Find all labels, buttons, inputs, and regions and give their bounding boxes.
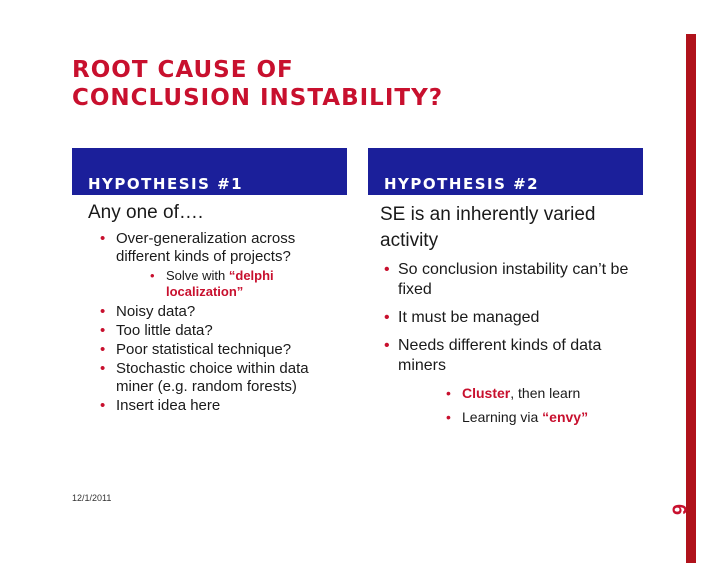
bullet-poor-technique: • Poor statistical technique? — [88, 341, 348, 359]
bullet-managed: • It must be managed — [380, 308, 650, 328]
hypothesis-1-heading: HYPOTHESIS #1 — [72, 148, 347, 195]
bullet-stochastic-choice: • Stochastic choice within data miner (e.g. random forests) — [88, 360, 348, 396]
hypothesis-1-bullets — [88, 230, 348, 415]
hypothesis-2-column — [380, 202, 650, 426]
bullet-data-miners: • Needs different kinds of data miners — [380, 336, 650, 376]
hypothesis-2-lead: SE is an inherently varied activity — [380, 204, 596, 251]
slide-date: 12/1/2011 — [72, 493, 112, 503]
side-accent-bar — [686, 34, 696, 563]
bullet-noisy-data: • Noisy data? — [88, 303, 348, 321]
hypothesis-1-lead: Any one of…. — [88, 202, 204, 223]
sub-bullet-delphi — [88, 268, 348, 300]
cluster-highlight: Cluster — [462, 385, 511, 401]
hypothesis-2-bullets — [380, 260, 650, 426]
hypothesis-2-heading: HYPOTHESIS #2 — [368, 148, 643, 195]
bullet-cannot-fix: • So conclusion instability can’t be fixed — [380, 260, 650, 300]
bullet-overgeneralization: • Over-generalization across different kinds of projects? — [88, 230, 348, 266]
sub-bullet-cluster — [380, 384, 650, 402]
sub-bullet-text: Solve with — [166, 268, 229, 283]
title-line-2: CONCLUSION INSTABILITY? — [72, 85, 444, 111]
slide-title — [72, 56, 443, 112]
delphi-highlight: “delphi localization” — [166, 268, 274, 299]
envy-highlight: “envy” — [542, 409, 589, 425]
bullet-little-data: • Too little data? — [88, 322, 348, 340]
sub-bullet-envy — [380, 408, 650, 426]
hypothesis-1-column — [88, 202, 348, 416]
page-number: 6 — [667, 503, 690, 516]
envy-prefix: Learning via — [462, 409, 543, 425]
title-line-1: ROOT CAUSE OF — [72, 57, 294, 83]
bullet-insert-idea: • Insert idea here — [88, 397, 348, 415]
cluster-rest: , then learn — [510, 385, 581, 401]
